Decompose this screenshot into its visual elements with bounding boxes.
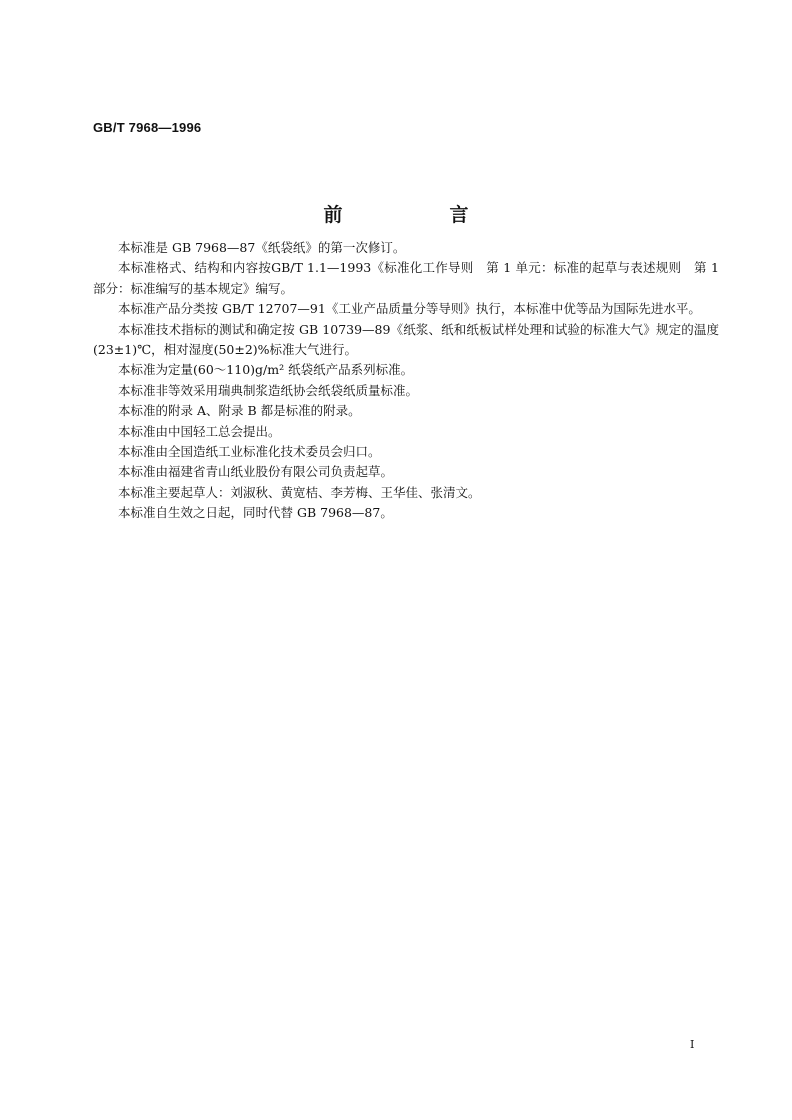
page-title: 前 言 bbox=[323, 204, 513, 226]
paragraph: 本标准自生效之日起，同时代替 GB 7968—87。 bbox=[118, 505, 393, 521]
paragraph: 本标准产品分类按 GB/T 12707—91《工业产品质量分等导则》执行，本标准中优等品为国际先进水平。 bbox=[118, 301, 701, 317]
paragraph: 本标准的附录 A、附录 B 都是标准的附录。 bbox=[118, 403, 361, 419]
paragraph: 本标准由全国造纸工业标准化技术委员会归口。 bbox=[118, 444, 381, 460]
page-number: I bbox=[690, 1038, 695, 1051]
paragraph: 本标准由中国轻工总会提出。 bbox=[118, 423, 281, 439]
paragraph: 本标准主要起草人：刘淑秋、黄宽桔、李芳梅、王华佳、张清文。 bbox=[118, 484, 481, 500]
paragraph: 本标准由福建省青山纸业股份有限公司负责起草。 bbox=[118, 464, 394, 480]
paragraph: 本标准非等效采用瑞典制浆造纸协会纸袋纸质量标准。 bbox=[118, 382, 419, 398]
paragraph: 本标准技术指标的测试和确定按 GB 10739—89《纸浆、纸和纸板试样处理和试验的标准大气》规定的温度(23±1)℃，相对湿度(50±2)%标准大气进行。 bbox=[93, 321, 719, 358]
paragraph: 本标准是 GB 7968—87《纸袋纸》的第一次修订。 bbox=[118, 240, 406, 255]
paragraph: 本标准格式、结构和内容按GB/T 1.1—1993《标准化工作导则 第 1 单元：标准的起草与表述规则 第 1 部分：标准编写的基本规定》编写。 bbox=[93, 260, 719, 296]
paragraph: 本标准为定量(60～110)g/m² 纸袋纸产品系列标准。 bbox=[118, 362, 414, 378]
foreword-body bbox=[93, 238, 719, 524]
standard-code: GB/T 7968—1996 bbox=[93, 120, 202, 135]
